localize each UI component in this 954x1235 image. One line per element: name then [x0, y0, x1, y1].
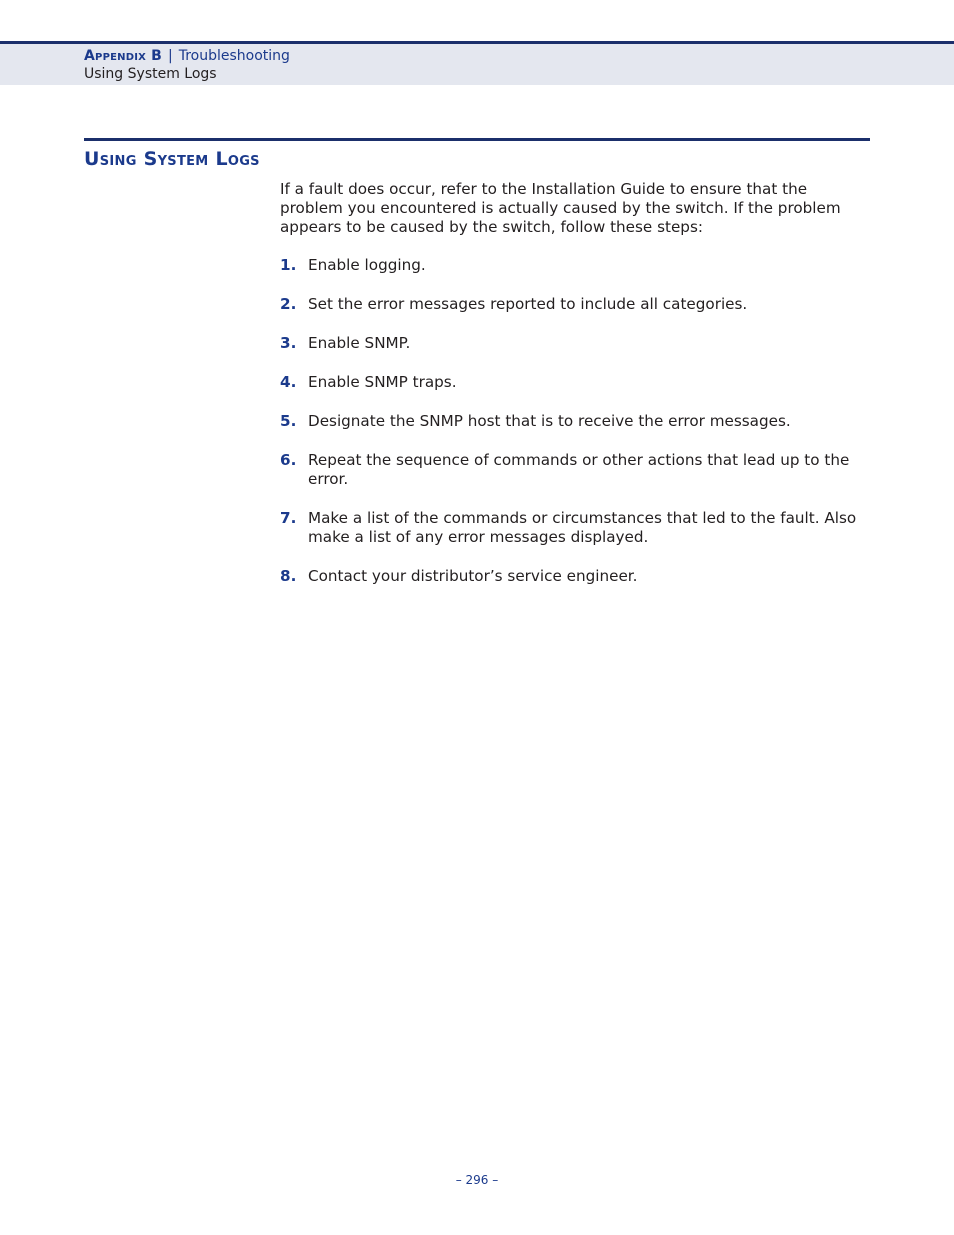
step-text: Enable logging.: [308, 256, 426, 274]
step-number: 7.: [280, 509, 297, 527]
step-number: 6.: [280, 451, 297, 469]
section-divider: [84, 138, 870, 141]
page-number: – 296 –: [455, 1173, 499, 1187]
step-number: 3.: [280, 334, 297, 352]
step-number: 2.: [280, 295, 297, 313]
step-number: 8.: [280, 567, 297, 585]
step-item: [280, 256, 870, 275]
step-text: Contact your distributor’s service engineer.: [308, 567, 638, 585]
step-number: 1.: [280, 256, 297, 274]
step-text: Enable SNMP traps.: [308, 373, 457, 391]
header-section-title: Using System Logs: [84, 66, 217, 82]
step-item: [280, 373, 870, 392]
step-text: Enable SNMP.: [308, 334, 411, 352]
step-item: [280, 509, 870, 547]
steps-list: [280, 256, 870, 606]
step-item: [280, 412, 870, 431]
section-heading: Using System Logs: [84, 148, 260, 170]
intro-paragraph: If a fault does occur, refer to the Installation Guide to ensure that the problem you encountered is actually caused by the switch. If the problem appears to be caused by the switch, follow these steps:: [280, 180, 841, 236]
step-item: [280, 451, 870, 489]
step-number: 4.: [280, 373, 297, 391]
header-appendix-label: Appendix B: [84, 48, 162, 64]
header-separator: |: [167, 48, 173, 64]
running-header: [0, 41, 954, 85]
step-item: [280, 567, 870, 586]
step-text: Repeat the sequence of commands or other actions that lead up to the error.: [308, 451, 850, 488]
step-text: Set the error messages reported to include all categories.: [308, 295, 748, 313]
header-chapter-line: [84, 48, 290, 64]
step-text: Designate the SNMP host that is to receive the error messages.: [308, 412, 791, 430]
step-item: [280, 295, 870, 314]
header-chapter-title: Troubleshooting: [178, 48, 290, 64]
step-item: [280, 334, 870, 353]
step-text: Make a list of the commands or circumstances that led to the fault. Also make a list of any error messages displayed.: [308, 509, 857, 546]
step-number: 5.: [280, 412, 297, 430]
